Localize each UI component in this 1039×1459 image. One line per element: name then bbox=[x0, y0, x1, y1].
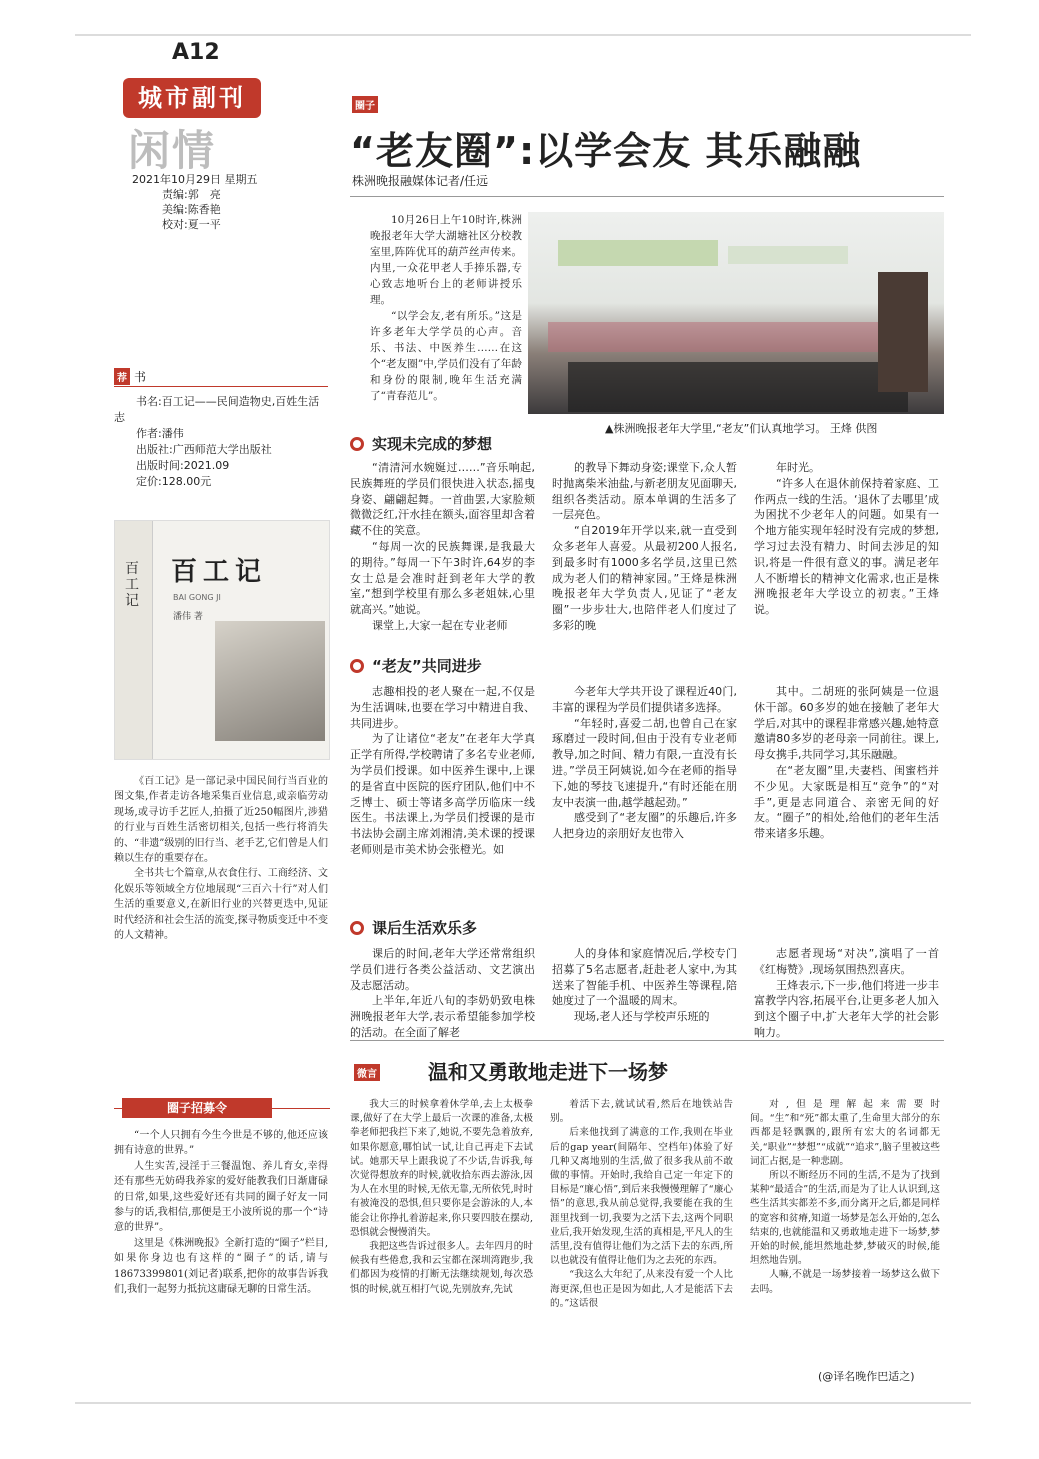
book-tag-suffix: 书 bbox=[134, 370, 147, 384]
proofreader: 校对:夏一平 bbox=[162, 218, 221, 231]
section-bullet-icon bbox=[350, 921, 364, 935]
book-review bbox=[114, 774, 328, 943]
book-cover-pinyin: BAI GONG JI bbox=[173, 593, 221, 602]
book-date: 出版时间:2021.09 bbox=[136, 459, 230, 472]
s1c1-p2: “每周一次的民族舞课,是我最大的期待。”每周一下午3时许,64岁的李女士总是会准时赶到老年大学的教室,“想到学校里有那么多老姐妹,心里就高兴。”她说。 bbox=[350, 539, 535, 617]
recruit-p1: “一个人只拥有今生今世是不够的,他还应该拥有诗意的世界。” bbox=[114, 1130, 328, 1157]
s3c1-p1: 课后的时间,老年大学还常常组织学员们进行各类公益活动、文艺演出及志愿活动。 bbox=[350, 947, 535, 992]
section-name: 闲情 bbox=[128, 126, 217, 175]
book-cover-author: 潘伟 著 bbox=[173, 612, 203, 622]
s1c1-p3: 课堂上,大家一起在专业老师 bbox=[372, 618, 508, 632]
section1-heading: 实现未完成的梦想 bbox=[372, 435, 493, 453]
s2c1-p1: 志趣相投的老人聚在一起,不仅是为生活调味,也要在学习中精进自我、共同进步。 bbox=[350, 685, 535, 730]
book-cover-title: 百工记 bbox=[171, 557, 268, 587]
s2c1-p2: 为了让诸位“老友”在老年大学真正学有所得,学校聘请了多名专业老师,为学员们授课。如中医养生课中,上课的是省直中医院的医疗团队,他们中不乏博士、硕士等诸多高学历临床一线医生。书法课上,为学员们授课的是市书法协会副主席刘湘清,美术课的授课老师则是市美术协会张橙光。如 bbox=[350, 732, 535, 856]
s1c3-p2: “许多人在退休前保持着家庭、工作两点一线的生活。‘退休了去哪里’成为困扰不少老年人的问题。如果有一个地方能实现年轻时没有完成的梦想,学习过去没有精力、时间去涉足的知识,将是一件很有意义的事。满足老年人不断增长的精神文化需求,也正是株洲晚报老年大学设立的初衷。”王烽说。 bbox=[754, 476, 939, 617]
section2-col2 bbox=[552, 684, 737, 842]
title-rule bbox=[350, 196, 944, 197]
review-p1: 《百工记》是一部记录中国民间行当百业的图文集,作者走访各地采集百业信息,或亲临劳动现场,或寻访手艺匠人,拍摄了近250幅图片,涉猎的行业与百姓生活密切相关,包括一些行将消失的、“非遗”级别的旧行当、老手艺,它们曾是人们赖以生存的重要存在。 bbox=[114, 776, 328, 865]
lead-text bbox=[370, 212, 522, 404]
essay-c2-p2: 后来他找到了满意的工作,我则在毕业后的gap year(间隔年、空档年)体验了好几种又离地别的生活,做了很多我从前不敢做的事情。开始时,我给自己定一年定下的目标是“廉心悟”,到后来我慢慢理解了“廉心悟”的意思,我从前总觉得,我要能在我的生涯里找到一切,我要为之活下去,这两个同职业后,我开始发现,生活的真相是,平凡人的生活里,没有值得让他们为之活下去的东西,所以也就没有值得让他们为之去死的东西。 bbox=[550, 1127, 733, 1267]
article-title: “老友圈”:以学会友 其乐融融 bbox=[350, 129, 862, 173]
book-cover bbox=[114, 520, 330, 760]
lead-p2: “以学会友,老有所乐。”这是许多老年大学学员的心声。音乐、书法、中医养生……在这个“老友圈”中,学员们没有了年龄和身份的限制,晚年生活充满了“青春范儿”。 bbox=[370, 310, 522, 402]
s3c3-p1: 志愿者现场“对决”,演唱了一首《红梅赞》,现场氛围热烈喜庆。 bbox=[754, 947, 939, 976]
s3c2-p1: 人的身体和家庭情况后,学校专门招募了5名志愿者,赶赴老人家中,为其送来了智能手机、中医养生等课程,陪她度过了一个温暖的周末。 bbox=[552, 947, 737, 1008]
essay-divider bbox=[350, 1040, 944, 1041]
section2-col3 bbox=[754, 684, 939, 842]
byline: 株洲晚报融媒体记者/任远 bbox=[352, 174, 489, 188]
essay-c3-p2: 所以不断经历不同的生活,不是为了找到某种“最适合”的生活,而是为了让人认识到,这些生活其实都差不多,而分离开之后,都是同样的宽容和贫瘠,知道一场梦是怎么开始的,怎么结束的,也就能温和又勇敢地走进下一场梦,梦开始的时候,能坦然地赴梦,梦破灭的时候,能坦然地告别。 bbox=[750, 1170, 940, 1267]
s3c1-p2: 上半年,年近八旬的李奶奶致电株洲晚报老年大学,表示希望能参加学校的活动。在全面了解老 bbox=[350, 994, 535, 1039]
s2c3-p2: 在“老友圈”里,夫妻档、闺蜜档并不少见。大家既是相互“竞争”的“对手”,更是志同道合、亲密无间的好友。“圈子”的相处,给他们的老年生活带来诸多乐趣。 bbox=[754, 763, 939, 841]
section2-heading: “老友”共同进步 bbox=[372, 657, 482, 675]
designer: 美编:陈香艳 bbox=[162, 203, 221, 216]
book-tag: 荐 bbox=[114, 368, 130, 385]
section3-col2 bbox=[552, 946, 737, 1025]
essay-c3-p1: 对,但是理解起来需要时间。“生”和“死”都太重了,生命里大部分的东西都是轻飘飘的,跟所有宏大的名词都无关,“职业”“梦想”“成就”“追求”,脑子里被这些词汇占据,是一种悲剧。 bbox=[750, 1099, 940, 1167]
essay-c2-p3: “我这么大年纪了,从来没有爱一个人比海更深,但也正是因为如此,人才是能活下去的。”这话很 bbox=[550, 1269, 733, 1309]
s1c1-p1: “清清河水婉娫过……”音乐响起,民族舞班的学员们很快进入状态,摇曳身姿、翩翩起舞。一首曲罢,大家脸颊微微泛红,汗水挂在额头,面容里却含着藏不住的笑意。 bbox=[350, 461, 535, 538]
essay-col2 bbox=[550, 1098, 733, 1311]
section1-col2 bbox=[552, 460, 737, 634]
recruit-title: 圈子招募令 bbox=[166, 1101, 227, 1115]
s1c3-p1: 年时光。 bbox=[776, 461, 820, 474]
s2c2-p1: 今老年大学共开设了课程近40门,丰富的课程为学员们提供诸多选择。 bbox=[552, 685, 737, 714]
s2c2-p3: 感受到了“老友圈”的乐趣后,许多人把身边的亲朋好友也带入 bbox=[552, 811, 737, 841]
top-rule bbox=[75, 34, 971, 36]
essay-title: 温和又勇敢地走进下一场梦 bbox=[428, 1060, 668, 1084]
essay-col1 bbox=[350, 1098, 533, 1297]
s1c2-p1: 的教导下舞动身姿;课堂下,众人暂时抛离柴米油盐,与新老朋友见面聊天,组织各类活动。原本单调的生活多了一层亮色。 bbox=[552, 461, 737, 522]
review-p2: 全书共七个篇章,从衣食住行、工商经济、文化娱乐等领域全方位地展现“三百六十行”对人们生活的重要意义,在新旧行业的兴替更迭中,见证时代经济和社会生活的流变,探寻物质变迁中不变的人文精神。 bbox=[114, 868, 328, 942]
book-price: 定价:128.00元 bbox=[136, 475, 212, 488]
essay-c2-p1: 着活下去,就试试看,然后在地铁站告别。 bbox=[550, 1099, 733, 1125]
book-author: 作者:潘伟 bbox=[136, 427, 184, 440]
s2c2-p2: “年轻时,喜爱二胡,也曾自己在家琢磨过一段时间,但由于没有专业老师教导,加之时间、精力有限,一直没有长进。”学员王阿姨说,如今在老师的指导下,她的琴技飞速提升,“有时还能在朋友中表演一曲,越学越起劲。” bbox=[552, 716, 737, 809]
essay-col3 bbox=[750, 1098, 940, 1297]
bottom-rule bbox=[75, 1402, 971, 1404]
editor: 责编:郭 亮 bbox=[162, 188, 221, 201]
essay-c1-p2: 我把这些告诉过很多人。去年四月的时候我有些倦怠,我和云宝都在深圳湾跑步,我们都因为疫情的打断无法继续规划,每次恐惧的时候,就互相打气说,先别放弃,先试 bbox=[350, 1241, 533, 1295]
classroom-photo bbox=[528, 212, 944, 414]
section2-col1 bbox=[350, 684, 535, 858]
s3c3-p2: 王烽表示,下一步,他们将进一步丰富教学内容,拓展平台,让更多老人加入到这个圈子中,扩大老年大学的社会影响力。 bbox=[754, 978, 939, 1039]
brand-text: 城市副刊 bbox=[138, 83, 246, 112]
recruit-p2: 人生实苦,浸淫于三餐温饱、养儿育女,幸得还有那些无妨碍我养家的爱好能教我们日渐庸碌的日常,如果,这些爱好还有共同的圈子好友一同参与的话,我相信,那便是王小波所说的那一个“诗意的世界”。 bbox=[114, 1160, 328, 1234]
lead-p1: 10月26日上午10时许,株洲晚报老年大学大湖塘社区分校教室里,阵阵优耳的葫芦丝声传来。内里,一众花甲老人手捧乐器,专心致志地听台上的老师讲授乐理。 bbox=[370, 214, 522, 306]
date-line: 2021年10月29日 星期五 bbox=[132, 173, 258, 186]
article-tag: 圈子 bbox=[352, 96, 378, 113]
essay-tag: 微言 bbox=[354, 1064, 380, 1081]
section-bullet-icon bbox=[350, 437, 364, 451]
section3-heading: 课后生活欢乐多 bbox=[372, 919, 478, 937]
section3-col3 bbox=[754, 946, 939, 1041]
book-tag-rule bbox=[114, 386, 328, 387]
book-publisher: 出版社:广西师范大学出版社 bbox=[136, 443, 272, 456]
s3c2-p2: 现场,老人还与学校声乐班的 bbox=[574, 1010, 710, 1024]
book-cover-photo bbox=[215, 621, 325, 741]
recruit-p3: 这里是《株洲晚报》全新打造的“圈子”栏目,如果你身边也有这样的“圈子”的话,请与18673399801(刘记者)联系,把你的故事告诉我们,我们一起努力抵抗这庸碌无聊的日常生活。 bbox=[114, 1237, 328, 1296]
page-number: A12 bbox=[172, 40, 220, 65]
book-name: 书名:百工记——民间造物史,百姓生活志 bbox=[114, 395, 320, 424]
recruit-text bbox=[114, 1128, 328, 1297]
essay-author: (@译名晚作巴适之) bbox=[818, 1370, 915, 1383]
book-info bbox=[114, 394, 328, 490]
book-spine-title: 百工记 bbox=[125, 561, 139, 609]
essay-c1-p1: 我大三的时候拿着休学单,去上太极拳课,做好了在大学上最后一次课的准备,太极拳老师把我拦下来了,她说,不要先急着放弃,如果你愿意,哪怕试一试,让自己再走下去试试。她那天早上跟我说了不少话,告诉我,每次觉得想放弃的时候,就收拾东西去游泳,因为人在水里的时候,无依无靠,无所依凭,时时有被淹没的恐惧,但只要你是会游泳的人,本能会让你挣扎着游起来,你只要四肢在摆动,恐惧就会慢慢消失。 bbox=[350, 1099, 533, 1238]
recruit-banner bbox=[122, 1098, 272, 1118]
brand-logo bbox=[123, 78, 261, 118]
s2c3-p1: 其中。二胡班的张阿姨是一位退休干部。60多岁的她在接触了老年大学后,对其中的课程非常感兴趣,她特意邀请80多岁的老母亲一同前往。课上,母女携手,共同学习,其乐融融。 bbox=[754, 685, 939, 762]
essay-c3-p3: 人嘛,不就是一场梦接着一场梦这么做下去吗。 bbox=[750, 1269, 940, 1295]
photo-caption: ▲株洲晚报老年大学里,“老友”们认真地学习。 王烽 供图 bbox=[605, 422, 878, 435]
section1-col3 bbox=[754, 460, 939, 618]
section1-col1 bbox=[350, 460, 535, 634]
s1c2-p2: “自2019年开学以来,就一直受到众多老年人喜爱。从最初200人报名,到最多时有1000多名学员,这里已然成为老人们的精神家园。”王烽是株洲晚报老年大学负责人,见证了“老友圈”一步步壮大,也陪伴老人们度过了多彩的晚 bbox=[552, 524, 737, 632]
section-bullet-icon bbox=[350, 659, 364, 673]
section3-col1 bbox=[350, 946, 535, 1041]
